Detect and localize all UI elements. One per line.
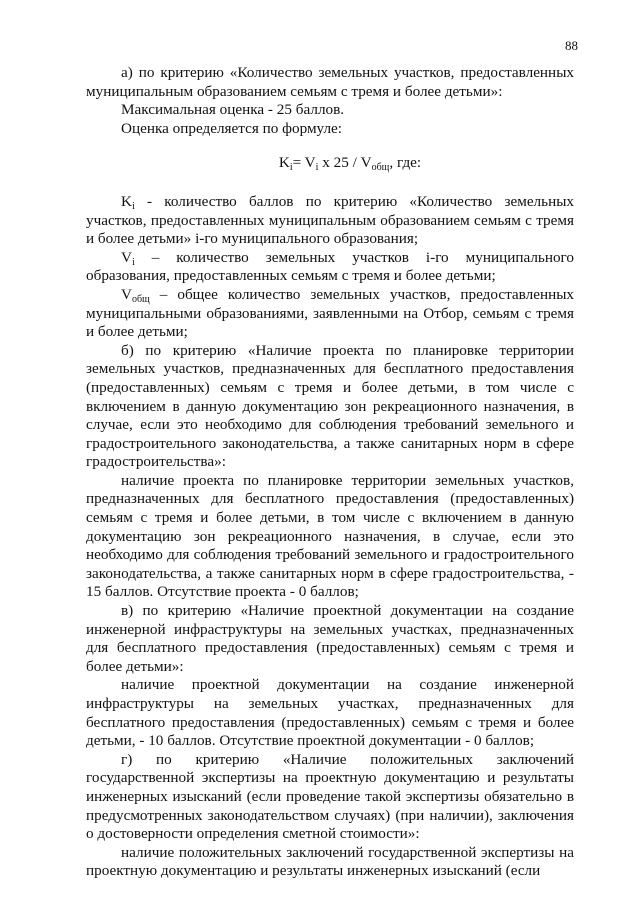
paragraph-c-intro: в) по критерию «Наличие проектной документации на создание инженерной инфраструктуры на земельных участках, предназначенных для бесплатного предоставления (предоставленных) семьям с тремя и более детьми»:	[86, 602, 574, 675]
definition-ki-text: - количество баллов по критерию «Количество земельных участков, предоставленных муниципальным образованием семьям с тремя и более детьми» i-го муниципального образования;	[86, 192, 574, 248]
formula-tail: , где:	[389, 154, 422, 172]
definition-vtotal-sub: общ	[131, 293, 150, 305]
document-body	[86, 64, 574, 881]
definition-ki-sub: i	[131, 200, 135, 212]
paragraph-a-intro: а) по критерию «Количество земельных участков, предоставленных муниципальным образованием семьям с тремя и более детьми»:	[86, 64, 574, 100]
page-number: 88	[565, 38, 578, 53]
formula-k-sub: i	[289, 162, 293, 174]
paragraph-d-body: наличие положительных заключений государственной экспертизы на проектную документацию и результаты инженерных изысканий (если	[86, 843, 574, 880]
formula-v-sub: i	[315, 162, 319, 174]
formula-total-sub: общ	[371, 162, 390, 174]
definition-vi-sub: i	[131, 256, 135, 268]
definition-vi-text: – количество земельных участков i-го муниципального образования, предоставленных семьям с тремя и более детьми;	[86, 248, 574, 285]
paragraph-a-max: Максимальная оценка - 25 баллов.	[121, 101, 345, 119]
paragraph-a-formula-label: Оценка определяется по формуле:	[121, 119, 343, 137]
paragraph-b-body: наличие проекта по планировке территории земельных участков, предназначенных для бесплатного предоставления (предоставленных) семьям с тремя и более детьми, в том числе с включением в данную документацию зон рекреационного назначения, в случае, если это необходимо для соблюдения требований земельного и градостроительного законодательства, а также санитарных норм в сфере градостроительства, - 15 баллов. Отсутствие проекта - 0 баллов;	[86, 471, 574, 601]
formula-eq: = V	[292, 154, 316, 172]
definition-vi	[86, 249, 574, 286]
definition-vi-symbol: V	[121, 248, 132, 266]
definition-vtotal-symbol: V	[121, 285, 132, 303]
paragraph-b-intro: б) по критерию «Наличие проекта по планировке территории земельных участков, предназначенных для бесплатного предоставления (предоставленных) семьям с тремя и более детьми, в том числе с включением в данную документацию зон рекреационного назначения, в случае, если это необходимо для соблюдения требований земельного и градостроительного законодательства, а также санитарных норм в сфере градостроительства»:	[86, 341, 574, 471]
formula-k: K	[278, 154, 290, 172]
definition-vtotal-text: – общее количество земельных участков, предоставленных муниципальными образованиями, заявленными на Отбор, семьям с тремя и более детьми;	[86, 285, 574, 341]
formula-mid: х 25 / V	[318, 154, 372, 172]
definition-ki	[86, 193, 574, 249]
paragraph-d-intro: г) по критерию «Наличие положительных заключений государственной экспертизы на проектную документацию и результаты инженерных изысканий (если проведение такой экспертизы обязательно в предусмотренных законодательством случаях) (при наличии), заключения о достоверности определения сметной стоимости»:	[86, 750, 574, 843]
definition-ki-symbol: K	[121, 192, 132, 210]
formula	[86, 154, 574, 173]
paragraph-c-body: наличие проектной документации на создание инженерной инфраструктуры на земельных участках, предназначенных для бесплатного предоставления (предоставленных) семьям с тремя и более детьми, - 10 баллов. Отсутствие проектной документации - 0 баллов;	[86, 676, 574, 750]
definition-vtotal	[86, 286, 574, 342]
